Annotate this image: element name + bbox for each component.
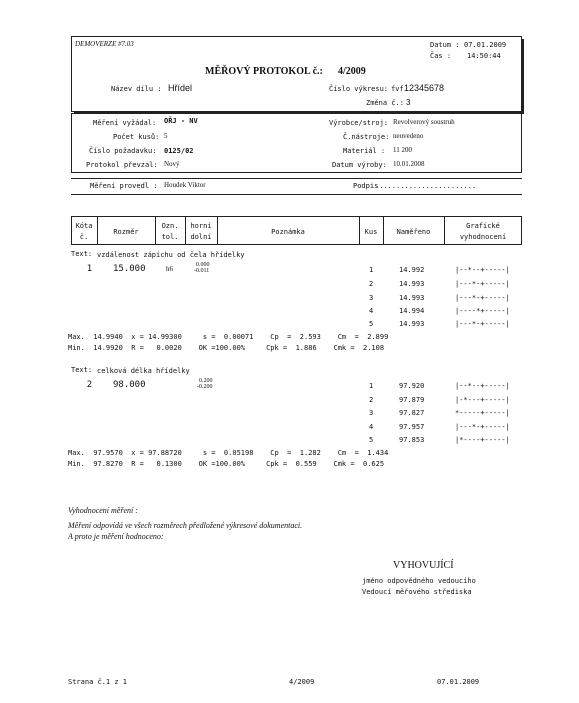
footer-protocol-number: 4/2009 xyxy=(289,678,315,686)
piece-number: 1 xyxy=(369,382,374,390)
col-kota-label: Kóta xyxy=(75,222,93,230)
material-label: Materiál : xyxy=(343,147,386,155)
col-limit-label: horní xyxy=(190,222,212,230)
measured-value: 97.920 xyxy=(399,382,425,390)
pieces-value: 5 xyxy=(164,132,168,140)
requested-by-label: Měření vyžádal: xyxy=(93,119,157,127)
evaluation-heading: Vyhodnocení měření : xyxy=(68,506,138,515)
graph-indicator: |--*--+-----| xyxy=(455,266,510,274)
measured-value: 14.993 xyxy=(399,320,425,328)
drawing-no-prefix: fvf xyxy=(391,85,404,93)
measured-value: 14.993 xyxy=(399,294,425,302)
measured-by-top-line xyxy=(71,178,522,179)
material-value: 11 200 xyxy=(393,146,412,154)
col-ozn-label-2: tol. xyxy=(161,233,179,241)
evaluation-line-1: Měření odpovídá ve všech rozměrech předložené výkresové dokumentaci. xyxy=(68,521,303,530)
signature-label: Podpis xyxy=(353,182,379,190)
stats-min-row: Min. 97.8270 R = 0.1300 OK =100.00% Cpk = 0.559 Cmk = 0.625 xyxy=(68,460,385,468)
dimension-upper-limit: 0.200 xyxy=(199,378,213,384)
graph-indicator: |---*-+-----| xyxy=(455,280,510,288)
change-label: Změna č.: xyxy=(366,99,404,107)
piece-number: 3 xyxy=(369,409,374,417)
piece-number: 5 xyxy=(369,436,374,444)
producer-label: Výrobce/stroj: xyxy=(329,119,389,127)
stats-max-row: Max. 14.9940 x = 14.99300 s = 0.00071 Cp = 2.593 Cm = 2.899 xyxy=(68,333,389,341)
part-name-label: Název dílu : xyxy=(111,85,162,93)
dimension-size: 15.000 xyxy=(113,264,146,274)
dimension-text: vzdálenost zápichu od čela hřídelky xyxy=(97,251,245,259)
change-value: 3 xyxy=(406,98,411,107)
col-limit-label-2: dolní xyxy=(190,233,212,241)
tool-no-label: Č.nástroje: xyxy=(343,133,390,141)
col-kota-label-2: č. xyxy=(79,233,89,241)
piece-number: 1 xyxy=(369,266,374,274)
col-note-label: Poznámka xyxy=(271,228,305,236)
measured-by-bottom-line xyxy=(71,194,522,195)
stats-max-row: Max. 97.9570 x = 97.88720 s = 0.05198 Cp = 1.282 Cm = 1.434 xyxy=(68,449,389,457)
col-graph-label-2: vyhodnocení xyxy=(459,233,507,241)
piece-number: 2 xyxy=(369,396,374,404)
requested-by-value: OŘJ - NV xyxy=(164,117,198,125)
responsible-name: jméno odpovědného vedoucího xyxy=(362,577,476,585)
dimension-lower-limit: -0.200 xyxy=(197,384,213,390)
measured-value: 14.992 xyxy=(399,266,425,274)
graph-indicator: |-*---+-----| xyxy=(455,396,510,404)
measured-by-value: Houdek Viktor xyxy=(164,181,206,189)
measured-by-label: Měření provedl : xyxy=(90,182,158,190)
responsible-role: Vedoucí měřového střediska xyxy=(362,588,472,596)
col-ozn-label: Ozn. xyxy=(161,222,179,230)
measured-value: 14.993 xyxy=(399,280,425,288)
stats-min-row: Min. 14.9920 R = 0.0020 OK =100.00% Cpk = 1.886 Cmk = 2.108 xyxy=(68,344,385,352)
dimension-text-label: Text: xyxy=(71,366,93,374)
drawing-no-label: Číslo výkresu: xyxy=(329,85,389,93)
dimension-text: celková délka hřídelky xyxy=(97,367,190,375)
time-value: 14:50:44 xyxy=(467,52,501,60)
production-date-label: Datum výroby: xyxy=(332,161,387,169)
part-name-value: Hřídel xyxy=(168,83,193,93)
request-no-value: 0125/02 xyxy=(164,147,194,155)
footer-page: Strana č.1 z 1 xyxy=(68,678,128,686)
dimension-lower-limit: -0.011 xyxy=(194,268,210,274)
dimension-tolerance: h6 xyxy=(166,265,173,273)
graph-indicator: |*----+-----| xyxy=(455,436,510,444)
evaluation-line-2: A proto je měření hodnoceno: xyxy=(68,532,164,541)
dimension-number: 2 xyxy=(86,380,93,390)
drawing-no-value: 12345678 xyxy=(404,83,445,93)
graph-indicator: *-----+-----| xyxy=(455,409,510,417)
request-no-label: Číslo požadavku: xyxy=(89,147,157,155)
piece-number: 5 xyxy=(369,320,374,328)
protocol-number: 4/2009 xyxy=(338,66,366,77)
dimension-text-label: Text: xyxy=(71,250,93,258)
graph-indicator: |---*-+-----| xyxy=(455,320,510,328)
dimension-number: 1 xyxy=(86,264,93,274)
time-label: Čas : xyxy=(430,52,452,60)
date-value: 07.01.2009 xyxy=(464,41,507,49)
graph-indicator: |--*--+-----| xyxy=(455,382,510,390)
header-box-shadow-right xyxy=(522,39,524,114)
measured-value: 97.957 xyxy=(399,423,425,431)
signature-dots: ........................ xyxy=(375,182,477,190)
measured-value: 97.879 xyxy=(399,396,425,404)
taken-by-value: Nový xyxy=(164,160,180,168)
taken-by-label: Protokol převzal: xyxy=(86,161,158,169)
dimension-upper-limit: 0.000 xyxy=(196,262,210,268)
footer-date: 07.01.2009 xyxy=(437,678,480,686)
piece-number: 4 xyxy=(369,423,374,431)
measured-value: 97.853 xyxy=(399,436,425,444)
dimension-size: 98.000 xyxy=(113,380,146,390)
col-size-label: Rozměr xyxy=(113,228,139,236)
pieces-label: Počet kusů: xyxy=(113,133,160,141)
page-title: MĚŘOVÝ PROTOKOL č.: xyxy=(205,66,323,77)
graph-indicator: |---*-+-----| xyxy=(455,294,510,302)
measured-value: 97.827 xyxy=(399,409,425,417)
graph-indicator: |----*+-----| xyxy=(455,307,510,315)
col-graph-label: Grafické xyxy=(466,222,500,230)
measured-value: 14.994 xyxy=(399,307,425,315)
date-label: Datum : xyxy=(430,41,460,49)
production-date-value: 10.01.2008 xyxy=(393,160,425,168)
piece-number: 3 xyxy=(369,294,374,302)
col-piece-label: Kus xyxy=(364,228,378,236)
verdict: VYHOVUJÍCÍ xyxy=(393,560,454,571)
col-measured-label: Naměřeno xyxy=(396,228,431,236)
piece-number: 2 xyxy=(369,280,374,288)
graph-indicator: |---*-+-----| xyxy=(455,423,510,431)
tool-no-value: neuvedeno xyxy=(393,132,424,140)
demo-label: DEMOVERZE #7.03 xyxy=(75,40,134,48)
piece-number: 4 xyxy=(369,307,374,315)
producer-value: Revolverový soustruh xyxy=(393,118,455,126)
